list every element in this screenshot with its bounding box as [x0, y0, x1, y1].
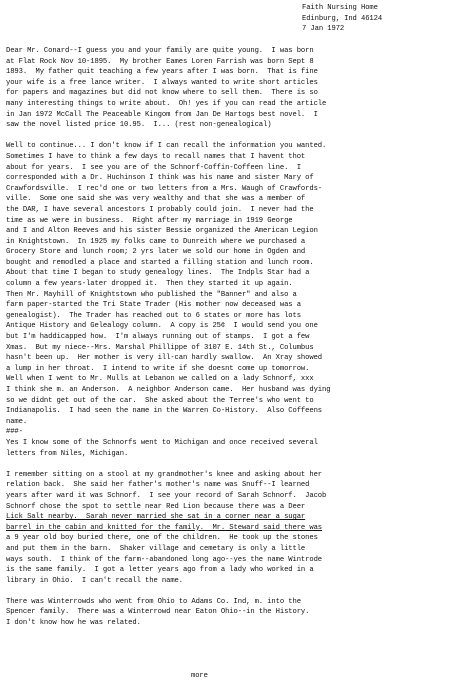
- text-line: Sometimes I have to think a few days to recall names that I havent thot: [6, 152, 306, 161]
- text-line: Well to continue... I don't know if I can recall the information you wanted.: [6, 142, 327, 151]
- text-line: column a few years-later dropped it. Then they started it up again.: [6, 280, 293, 289]
- text-line: library in Ohio. I can't recall the name.: [6, 576, 183, 585]
- text-line: Spencer family. There was a Winterrowd near Eaton Ohio--in the History.: [6, 608, 310, 617]
- letter-date: 7 Jan 1972: [302, 25, 345, 34]
- text-line: Grocery Store and lunch room; 2 yrs later we sold our home in Ogden and: [6, 248, 306, 257]
- text-line: saw the novel listed price 10.95. I... (rest non-genealogical): [6, 121, 272, 130]
- text-line: at Flat Rock Nov 10-1895. My brother Eames Loren Farrish was born Sept 8: [6, 57, 314, 66]
- text-line: hasn't been up. Her mother is very ill-can hardly swallow. An Xray showed: [6, 354, 322, 363]
- text-line: and put them in the barn. Shaker village and cemetary is only a little: [6, 544, 306, 553]
- paragraph-gap: [6, 131, 452, 142]
- paragraph: [6, 597, 452, 629]
- text-line: corresponded with a Dr. Huchinson I think was his name and sister Mary of: [6, 174, 314, 183]
- text-line: barrel in the cabin and knitted for the family. Mr. Steward said there was: [6, 523, 322, 532]
- text-line: Lick Salt nearby. Sarah never married she sat in a corner near a sugar: [6, 513, 306, 522]
- text-line: ways south. I think of the farm--abandoned long ago--yes the name Wintrode: [6, 555, 322, 564]
- text-line: about for years. I see you are of the Schnorf-Coffin-Coffeen line. I: [6, 163, 301, 172]
- text-line: letters from Niles, Michigan.: [6, 449, 129, 458]
- text-line: in Jan 1972 McCall The Peaceable Kingom from Jan De Hartogs best novel. I: [6, 110, 318, 119]
- letter-body: [6, 46, 452, 629]
- text-line: for papers and magazines but did not know where to sell them. There is so: [6, 89, 318, 98]
- return-address: [302, 3, 452, 35]
- paragraph: [6, 438, 452, 459]
- continuation-marker: more: [191, 672, 208, 680]
- address-line-1: Faith Nursing Home: [302, 4, 378, 12]
- paragraph-gap: [6, 586, 452, 597]
- text-line: I don't know how he was related.: [6, 619, 141, 628]
- paragraph: [6, 470, 452, 587]
- text-line: years after ward it was Schnorf. I see your record of Sarah Schnorf. Jacob: [6, 491, 327, 500]
- text-line: Well when I went to Mr. Mulls at Lebanon we called on a lady Schnorf, xxx: [6, 375, 314, 384]
- text-line: 1893. My father quit teaching a few years after I was born. That is fine: [6, 68, 318, 77]
- text-line: ###-: [6, 428, 23, 437]
- text-line: About that time I began to study genealogy lines. The Indpls Star had a: [6, 269, 310, 278]
- text-line: Dear Mr. Conard--I guess you and your family are quite young. I was born: [6, 47, 314, 55]
- address-line-2: Edinburg, Ind 46124: [302, 14, 383, 23]
- text-line: is the same family. I got a letter years ago from a lady who worked in a: [6, 566, 314, 575]
- text-line: time as we were in business. Right after my marriage in 1919 George: [6, 216, 293, 225]
- text-line: a 9 year old boy buried there, one of the children. He took up the stones: [6, 534, 318, 543]
- text-line: so we didnt get out of the car. She asked about the Terree's who went to: [6, 396, 314, 405]
- text-line: Yes I know some of the Schnorfs went to Michigan and once received several: [6, 438, 318, 447]
- text-line: I remember sitting on a stool at my grandmother's knee and asking about her: [6, 470, 322, 479]
- text-line: in Knightstown. In 1925 my folks came to Dunreith where we purchased a: [6, 237, 306, 246]
- text-line: farm paper-started the Tri State Trader (His mother now deceased was a: [6, 301, 301, 310]
- text-line: I think she m. an Anderson. A neighbor Anderson came. Her husband was dying: [6, 386, 331, 394]
- text-line: Schnorf chose the spot to settle near Red Lion because there was a Deer: [6, 502, 306, 511]
- paragraph-gap: [6, 459, 452, 470]
- text-line: Crawfordsville. I rec'd one or two letters from a Mrs. Waugh of Crawfords-: [6, 184, 322, 193]
- text-line: the DAR, I have several ancestors I probably could join. I never had the: [6, 205, 314, 214]
- text-line: There was Winterrowds who went from Ohio to Adams Co. Ind, m. into the: [6, 597, 301, 606]
- text-line: name.: [6, 417, 28, 426]
- paragraph: [6, 46, 452, 131]
- text-line: and I and Alton Reeves and his sister Bessie organized the American Legion: [6, 227, 318, 236]
- text-line: genealogist). The Trader has reached out to 6 states or more has lots: [6, 311, 301, 320]
- text-line: bought and remodled a place and started a filling station and lunch room.: [6, 258, 314, 267]
- text-line: relation back. She said her father's mother's name was Snuff--I learned: [6, 481, 310, 490]
- text-line: Antique History and Gelealogy column. A copy is 25¢ I would send you one: [6, 322, 318, 331]
- text-line: Indianapolis. I had seen the name in the Warren Co-History. Also Coffeens: [6, 407, 322, 416]
- text-line: many interesting things to write about. Oh! yes if you can read the article: [6, 99, 327, 108]
- text-line: Xmas. But my niece--Mrs. Marshal Phillippe of 3107 E. 14th St., Columbus: [6, 343, 314, 352]
- text-line: but I'm haddicapped how. I'm always running out of stamps. I got a few: [6, 333, 310, 342]
- text-line: Then Mr. Mayhill of Knightstown who published the "Banner" and also a: [6, 290, 297, 299]
- text-line: ville. Some one said she was very wealthy and that she was a member of: [6, 195, 306, 204]
- text-line: a lump in her throat. I intend to write if she doesnt come up tomorrow.: [6, 364, 310, 373]
- paragraph: [6, 141, 452, 438]
- text-line: your wife is a free lance writer. I always wanted to write short articles: [6, 78, 318, 87]
